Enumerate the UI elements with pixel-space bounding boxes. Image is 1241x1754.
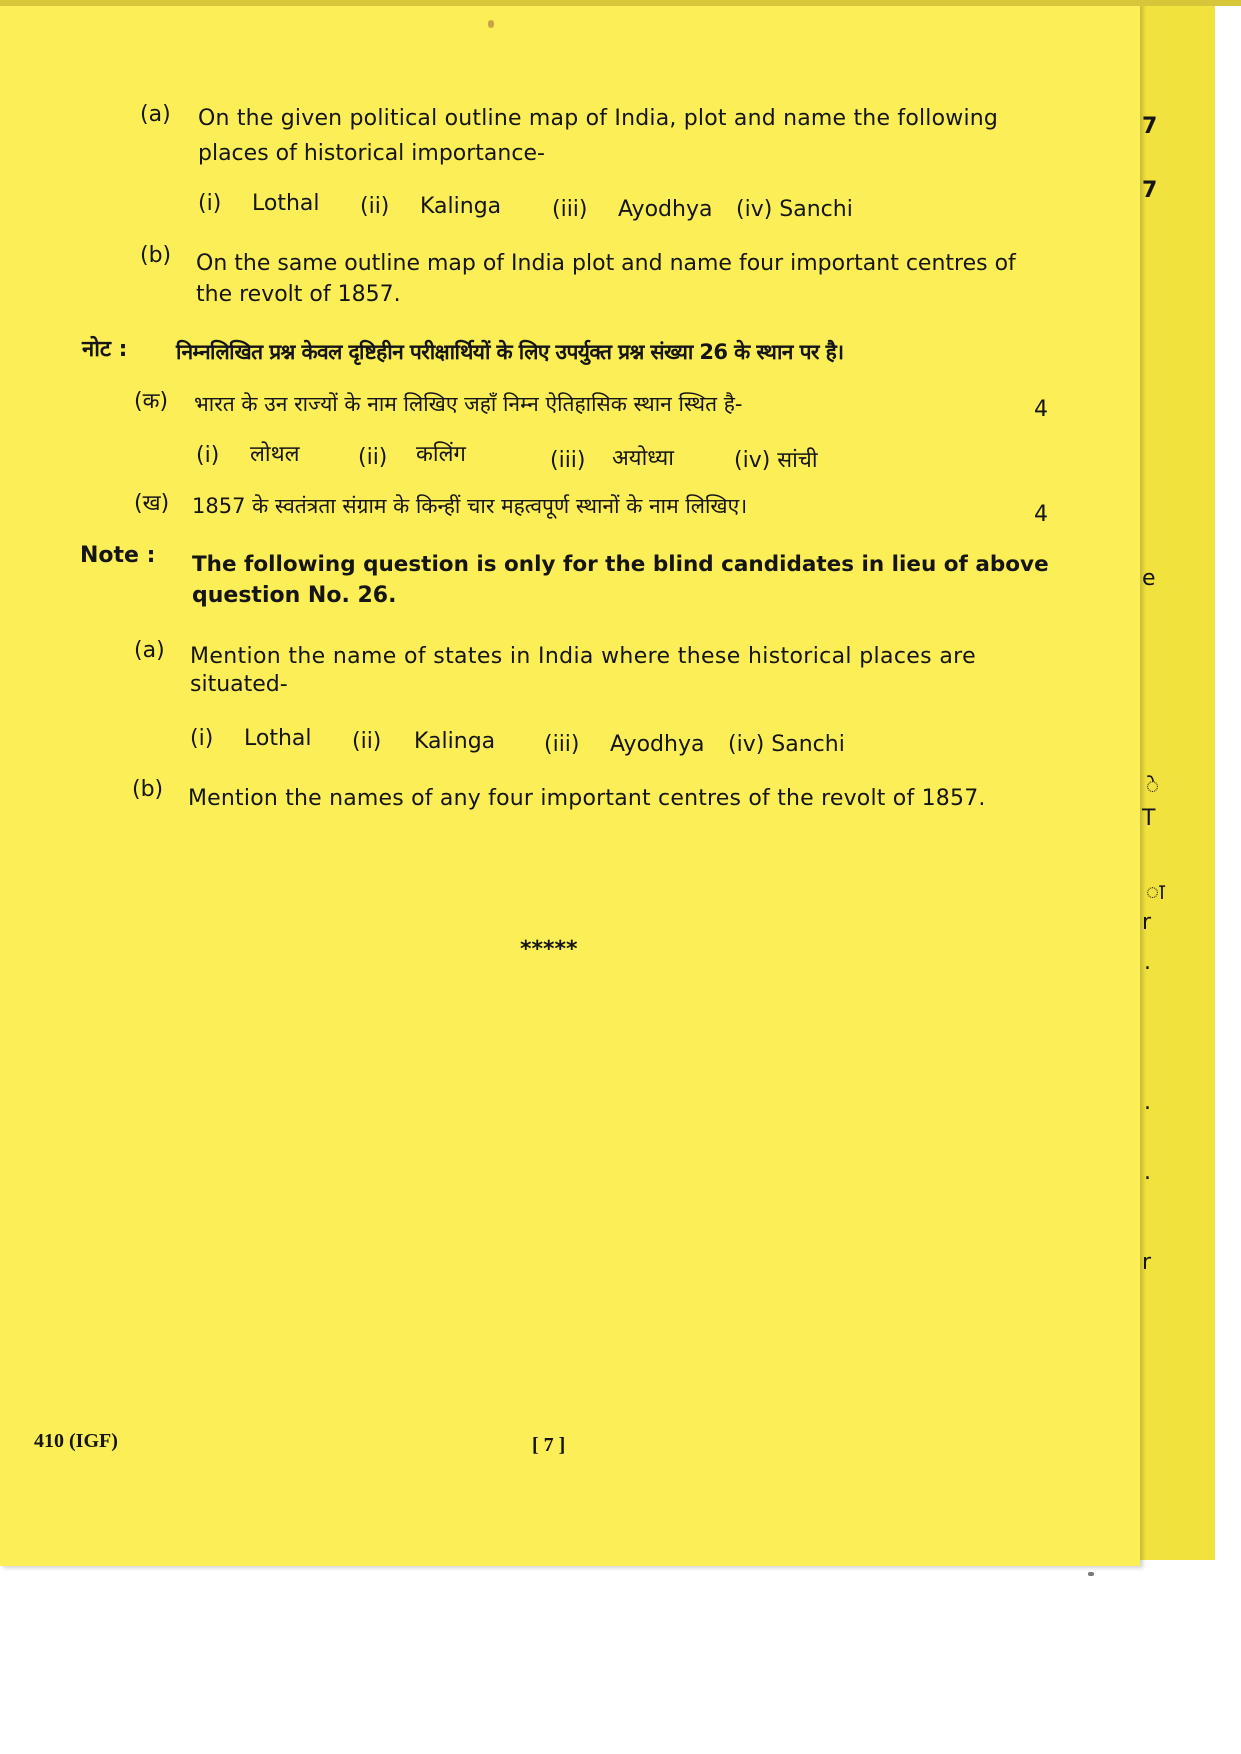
place-name: लोथल [250,442,300,467]
question-label: (ख) [134,491,170,516]
note-text: question No. 26. [192,583,397,608]
note-label: Note : [80,543,156,568]
edge-mark: 7 [1142,114,1158,139]
edge-mark: ा [1146,880,1165,905]
note-label: नोट : [82,337,128,362]
edge-mark: . [1144,950,1151,975]
question-text: the revolt of 1857. [196,282,401,307]
question-text: On the same outline map of India plot and name four important centres of [196,251,1016,276]
place-num: (i) [190,726,214,751]
place-name: (iv) Sanchi [736,197,853,222]
place-name: Kalinga [414,729,496,754]
question-label: (b) [140,243,172,268]
note-text: निम्नलिखित प्रश्न केवल दृष्टिहीन परीक्षार्थियों के लिए उपर्युक्त प्रश्न संख्या 26 के स्थान पर है। [176,340,844,364]
place-num: (ii) [360,194,390,219]
paper-speck [488,20,494,28]
place-num: (iii) [552,197,588,222]
place-num: (i) [198,191,222,216]
paper-code: 410 (IGF) [34,1430,118,1452]
question-text: Mention the name of states in India where these historical places are [190,644,976,669]
question-text: भारत के उन राज्यों के नाम लिखिए जहाँ निम्न ऐतिहासिक स्थान स्थित है- [194,392,743,416]
place-num: (iii) [550,448,586,473]
place-name: (iv) सांची [734,448,818,473]
question-label: (a) [140,102,171,127]
question-text: 1857 के स्वतंत्रता संग्राम के किन्हीं चार महत्वपूर्ण स्थानों के नाम लिखिए। [192,494,748,518]
place-num: (iii) [544,732,580,757]
place-name: Ayodhya [610,732,705,757]
page-number: [ 7 ] [532,1434,566,1456]
edge-mark: r [1142,1250,1152,1275]
question-text: Mention the names of any four important centres of the revolt of 1857. [188,786,986,811]
edge-mark: े [1146,774,1160,799]
question-label: (क) [134,389,169,414]
question-label: (b) [132,777,164,802]
edge-mark: r [1142,910,1152,935]
place-name: Lothal [252,191,320,216]
place-name: Ayodhya [618,197,713,222]
place-num: (ii) [352,729,382,754]
place-name: कलिंग [416,442,466,467]
paper-speck [1088,1572,1094,1576]
edge-mark: 7 [1142,178,1158,203]
question-text: On the given political outline map of India, plot and name the following [198,106,999,131]
question-text: situated- [190,672,288,697]
edge-mark: . [1144,1160,1151,1185]
top-edge [0,0,1241,6]
edge-mark: T [1142,806,1156,831]
place-name: (iv) Sanchi [728,732,845,757]
place-name: Kalinga [420,194,502,219]
end-marker: ***** [520,937,578,962]
place-num: (i) [196,443,220,468]
edge-mark: . [1144,1090,1151,1115]
place-name: Lothal [244,726,312,751]
marks: 4 [1034,502,1048,527]
question-text: places of historical importance- [198,141,545,166]
question-label: (a) [134,638,165,663]
place-name: अयोध्या [612,446,674,471]
note-text: The following question is only for the blind candidates in lieu of above [192,552,1049,577]
edge-mark: e [1142,566,1156,591]
place-num: (ii) [358,445,388,470]
marks: 4 [1034,397,1048,422]
